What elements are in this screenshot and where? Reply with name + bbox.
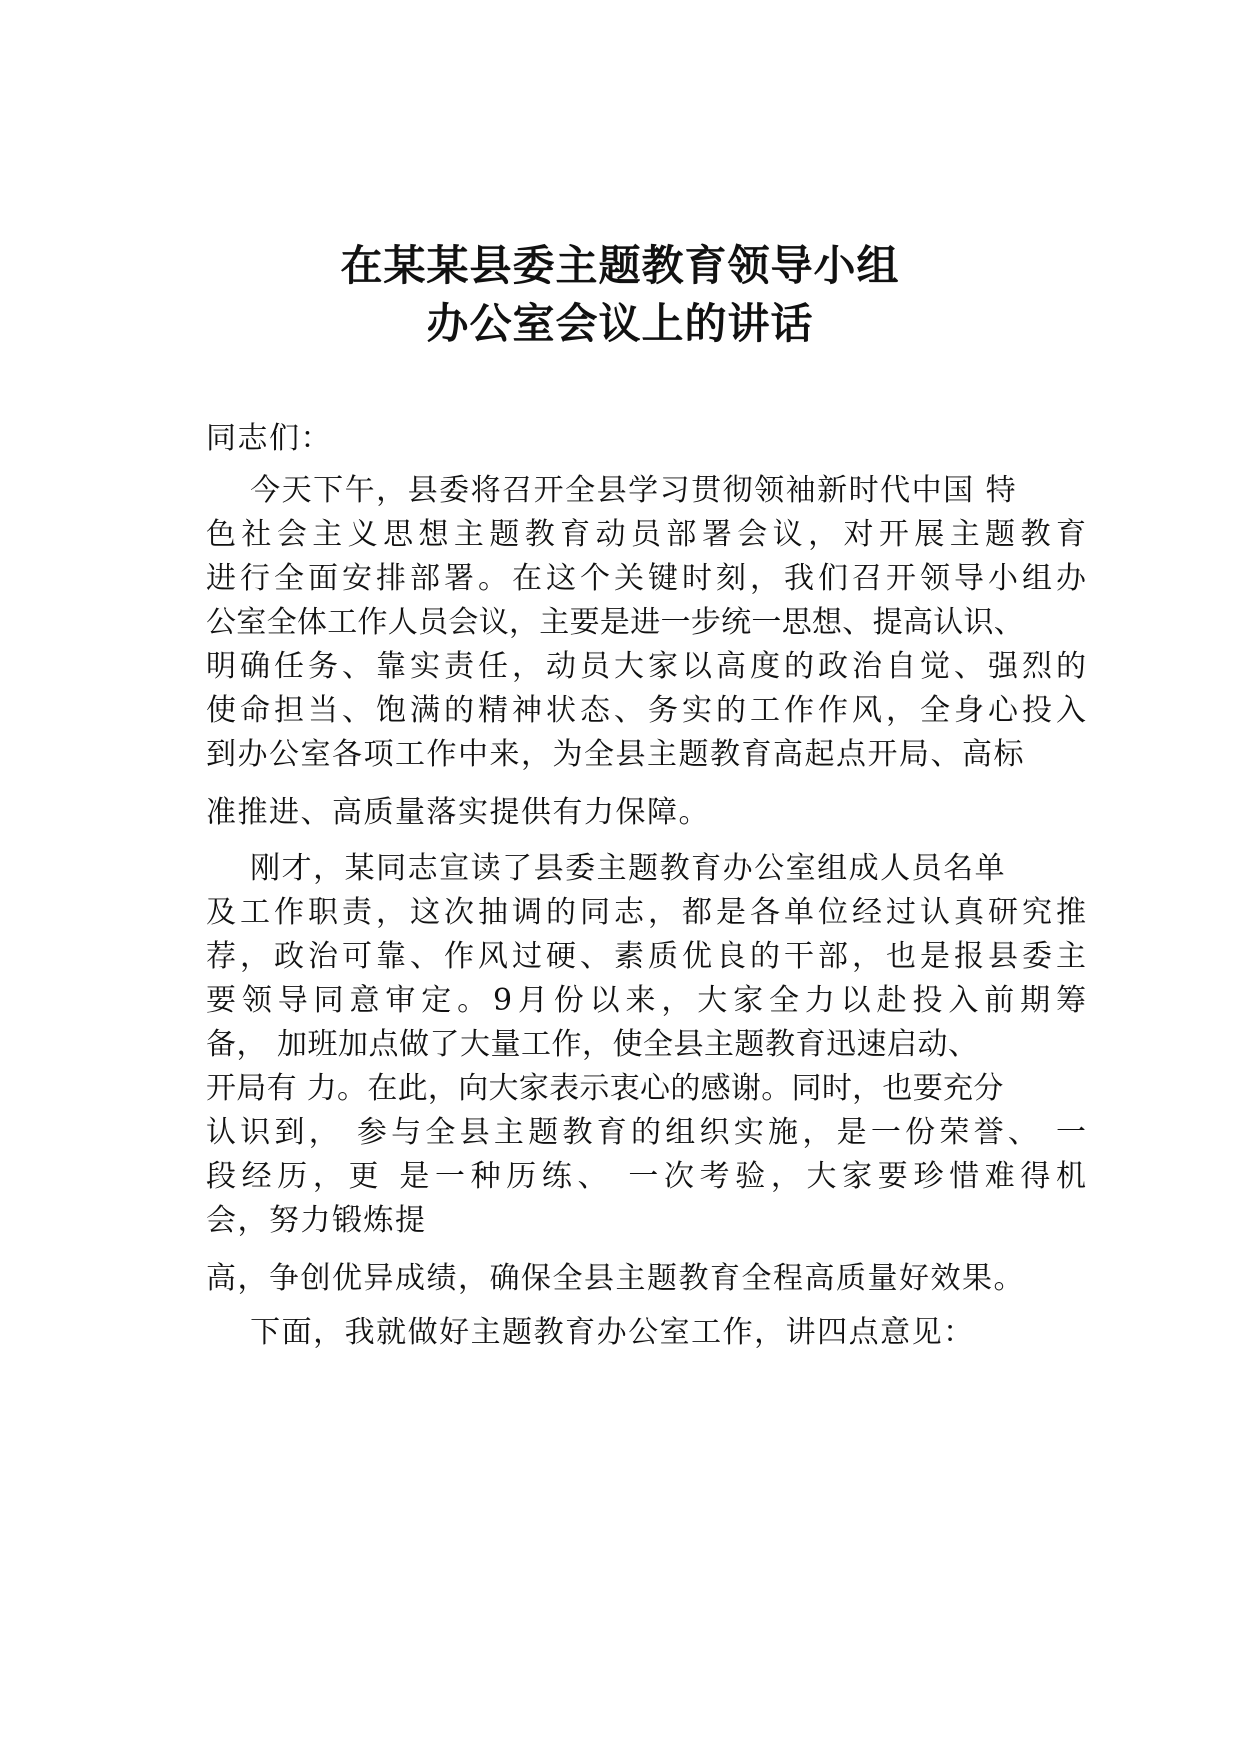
paragraph-1-line: 进行全面安排部署。在这个关键时刻，我们召开领导小组办 [206,561,1086,596]
paragraph-2-line: 刚才，某同志宣读了县委主题教育办公室组成人员名单 [206,851,1007,886]
paragraph-1-line: 公室全体工作人员会议，主要是进一步统一思想、提高认识、 [206,605,1025,640]
paragraph-1-line: 使命担当、饱满的精神状态、务实的工作作风，全身心投入 [206,693,1086,728]
paragraph-1-line: 到办公室各项工作中来，为全县主题教育高起点开局、高标 [206,737,1025,772]
paragraph-2-line: 高，争创优异成绩，确保全县主题教育全程高质量好效果。 [206,1261,1025,1296]
document-title-line-2: 办公室会议上的讲话 [426,299,814,348]
paragraph-1-line: 明确任务、靠实责任，动员大家以高度的政治自觉、强烈的 [206,649,1086,684]
paragraph-2-line: 备， 加班加点做了大量工作，使全县主题教育迅速启动、 [206,1027,979,1062]
paragraph-1-line: 今天下午，县委将召开全县学习贯彻领袖新时代中国 特 [206,473,1018,508]
paragraph-2-line: 开局有 力。在此，向大家表示衷心的感谢。同时，也要充分 [206,1071,1004,1106]
salutation: 同志们： [206,421,332,456]
paragraph-2-line: 荐，政治可靠、作风过硬、素质优良的干部，也是报县委主 [206,939,1086,974]
paragraph-2-line: 认识到， 参与全县主题教育的组织实施，是一份荣誉、 一 [206,1115,1086,1150]
paragraph-1-line: 色社会主义思想主题教育动员部署会议，对开展主题教育 [206,517,1086,552]
paragraph-1-line: 准推进、高质量落实提供有力保障。 [206,795,710,830]
paragraph-2-line: 段经历，更 是一种历练、 一次考验，大家要珍惜难得机 [206,1159,1086,1194]
document-title-line-1: 在某某县委主题教育领导小组 [340,241,900,290]
paragraph-2-line: 要领导同意审定。9月份以来，大家全力以赴投入前期筹 [206,983,1086,1018]
paragraph-2-line: 会，努力锻炼提 [206,1203,427,1238]
paragraph-3-line: 下面，我就做好主题教育办公室工作，讲四点意见： [206,1315,975,1350]
paragraph-2-line: 及工作职责，这次抽调的同志，都是各单位经过认真研究推 [206,895,1086,930]
